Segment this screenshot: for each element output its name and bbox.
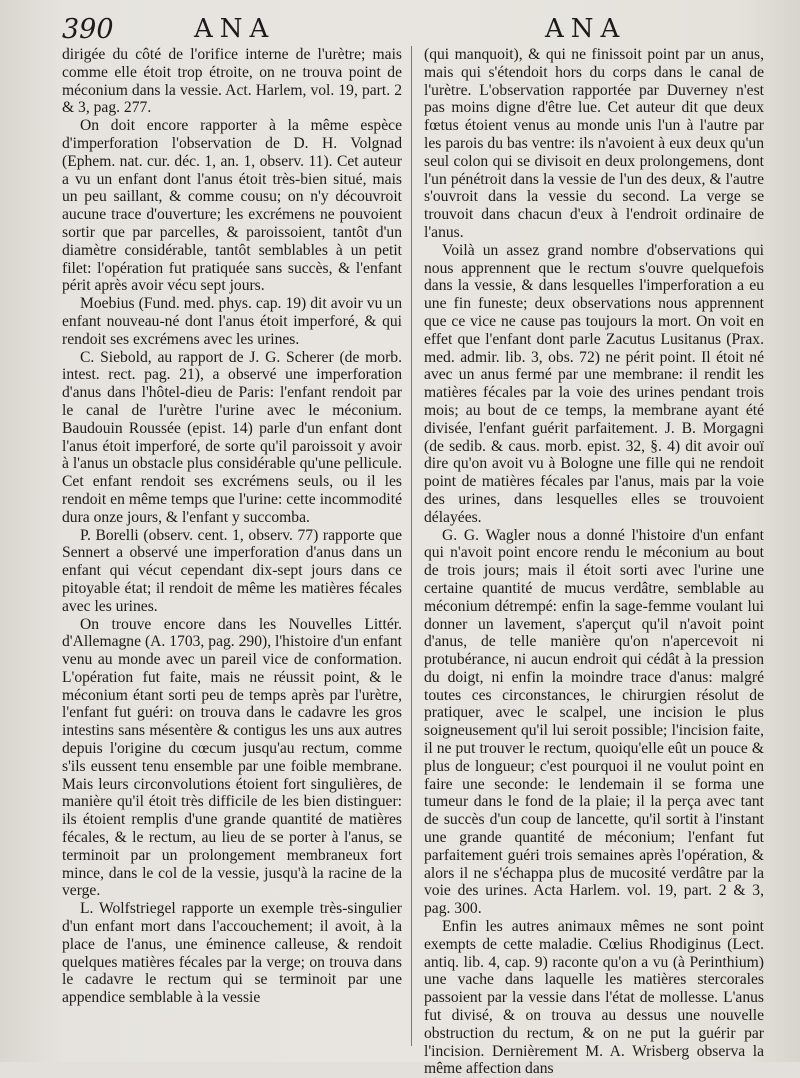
paragraph: Enfin les autres animaux mêmes ne sont point exempts de cette maladie. Cœlius Rhodiginus (Lect. antiq. lib. 4, cap. 9) raconte qu'on a vu (à Perinthium) une vache dans laquelle les matières stercorales passoient par la vessie dans l'état de mollesse. L'anus fut divisé, & on trouva au dessus une nouvelle obstruction du rectum, & on ne put la guérir par l'incision. Dernièrement M. A. Wrisberg observa la même affection dans [424,918,764,1078]
column-divider [411,46,412,1046]
left-column [62,46,402,1007]
running-head-left: ANA [194,14,276,44]
paragraph: Moebius (Fund. med. phys. cap. 19) dit avoir vu un enfant nouveau-né dont l'anus étoit imperforé, & qui rendoit ses excrémens avec les urines. [62,295,402,348]
paragraph: On doit encore rapporter à la même espèce d'imperforation l'observation de D. H. Volgnad (Ephem. nat. cur. déc. 1, an. 1, observ. 11). Cet auteur a vu un enfant dont l'anus étoit très-bien situé, mais un peu saillant, & comme cousu; on n'y découvroit aucune trace d'ouverture; les excrémens ne pouvoient sortir que par parcelles, & paroissoient, tantôt d'un diamètre considérable, tantôt semblables à un petit filet: l'opération fut pratiquée sans succès, & l'enfant périt après avoir vécu sept jours. [62,117,402,295]
running-head-right: ANA [545,14,627,44]
paragraph: dirigée du côté de l'orifice interne de l'urètre; mais comme elle étoit trop étroite, on ne trouva point de méconium dans la vessie. Act. Harlem, vol. 19, part. 2 & 3, pag. 277. [62,46,402,117]
paragraph: (qui manquoit), & qui ne finissoit point par un anus, mais qui s'étendoit hors du corps dans le canal de l'urètre. L'observation rapportée par Duverney n'est pas moins digne d'être lue. Cet auteur dit que deux fœtus étoient venus au monde unis l'un à l'autre par les parois du bas ventre: ils n'avoient à eux deux qu'un seul colon qui se divisoit en deux prolongemens, dont l'un pénétroit dans la vessie de l'un des deux, & l'autre s'ouvroit dans la vessie du second. La verge se trouvoit dans chacun d'eux à l'endroit ordinaire de l'anus. [424,46,764,241]
paragraph: P. Borelli (observ. cent. 1, observ. 77) rapporte que Sennert a observé une imperforation d'anus dans un enfant qui vécut cependant dix-sept jours dans ce pitoyable état; il rendoit de même les matières fécales avec les urines. [62,526,402,615]
page-number: 390 [62,14,114,45]
right-column [424,46,764,1078]
paragraph: Voilà un assez grand nombre d'observations qui nous apprennent que le rectum s'ouvre quelquefois dans la vessie, & dans lesquelles l'imperforation a eu une fin funeste; deux observations nous apprennent que ce vice ne cause pas toujours la mort. On voit en effet que l'enfant dont parle Zacutus Lusitanus (Prax. med. admir. lib. 3, obs. 72) ne périt point. Il étoit né avec un anus fermé par une membrane: il rendit les matières fécales par la voie des urines pendant trois mois; au bout de ce temps, la membrane ayant été divisée, l'enfant guérit parfaitement. J. B. Morgagni (de sedib. & caus. morb. epist. 32, §. 4) dit avoir ouï dire qu'on avoit vu à Bologne une fille qui ne rendoit point de matières fécales par l'anus, mais par la voie des urines, dans lesquelles elles se trouvoient délayées. [424,241,764,526]
paragraph: C. Siebold, au rapport de J. G. Scherer (de morb. intest. rect. pag. 21), a observé une imperforation d'anus dans l'hôtel-dieu de Paris: l'enfant rendoit par le canal de l'urètre l'urine avec le méconium. Baudouin Roussée (epist. 14) parle d'un enfant dont l'anus étoit imperforé, de sorte qu'il paroissoit y avoir à l'anus un obstacle plus considérable qu'une pellicule. Cet enfant rendoit ses excrémens seuls, ou il les rendoit en même temps que l'urine: cette incommodité dura onze jours, & l'enfant y succomba. [62,348,402,526]
page-header [0,6,800,46]
paragraph: On trouve encore dans les Nouvelles Littér. d'Allemagne (A. 1703, pag. 290), l'histoire d'un enfant venu au monde avec un pareil vice de conformation. L'opération fut faite, mais ne réussit point, & le méconium étant sorti peu de temps après par l'urètre, l'enfant fut guéri: on trouva dans le cadavre les gros intestins sans mésentère & contigus les uns aux autres depuis l'origine du cœcum jusqu'au rectum, comme s'ils eussent tenu ensemble par une foible membrane. Mais leurs circonvolutions étoient fort singulières, de manière qu'il étoit très difficile de les bien distinguer: ils étoient remplis d'une grande quantité de matières fécales, & le rectum, au lieu de se porter à l'anus, se terminoit par un prolongement membraneux fort mince, dans le col de la vessie, jusqu'à la racine de la verge. [62,615,402,900]
paragraph: L. Wolfstriegel rapporte un exemple très-singulier d'un enfant mort dans l'accouchement; il avoit, à la place de l'anus, une éminence calleuse, & rendoit quelques matières fécales par la verge; on trouva dans le cadavre le rectum qui se terminoit par une appendice semblable à la vessie [62,900,402,1007]
paragraph: G. G. Wagler nous a donné l'histoire d'un enfant qui n'avoit point encore rendu le méconium au bout de trois jours; mais il étoit sorti avec l'urine une certaine quantité de mucus verdâtre, semblable au méconium détrempé: enfin la sage-femme voulant lui donner un lavement, s'aperçut qu'il n'avoit point d'anus, de telle manière qu'on n'apercevoit ni protubérance, ni aucun endroit qui cédât à la pression du doigt, ni enfin la moindre trace d'anus: malgré toutes ces circonstances, le chirurgien résolut de pratiquer, avec le scalpel, une incision le plus soigneusement qu'il lui seroit possible; l'incision faite, il ne put trouver le rectum, quoiqu'elle eût un pouce & plus de longueur; c'est pourquoi il ne voulut point en faire une seconde: le lendemain il se forma une tumeur dans le fond de la plaie; il la perça avec tant de succès d'un coup de lancette, qu'il sortit à l'instant une grande quantité de méconium; l'enfant fut parfaitement guéri trois semaines après l'opération, & alors il ne s'échappa plus de mucosité verdâtre par la voie des urines. Acta Harlem. vol. 19, part. 2 & 3, pag. 300. [424,526,764,918]
